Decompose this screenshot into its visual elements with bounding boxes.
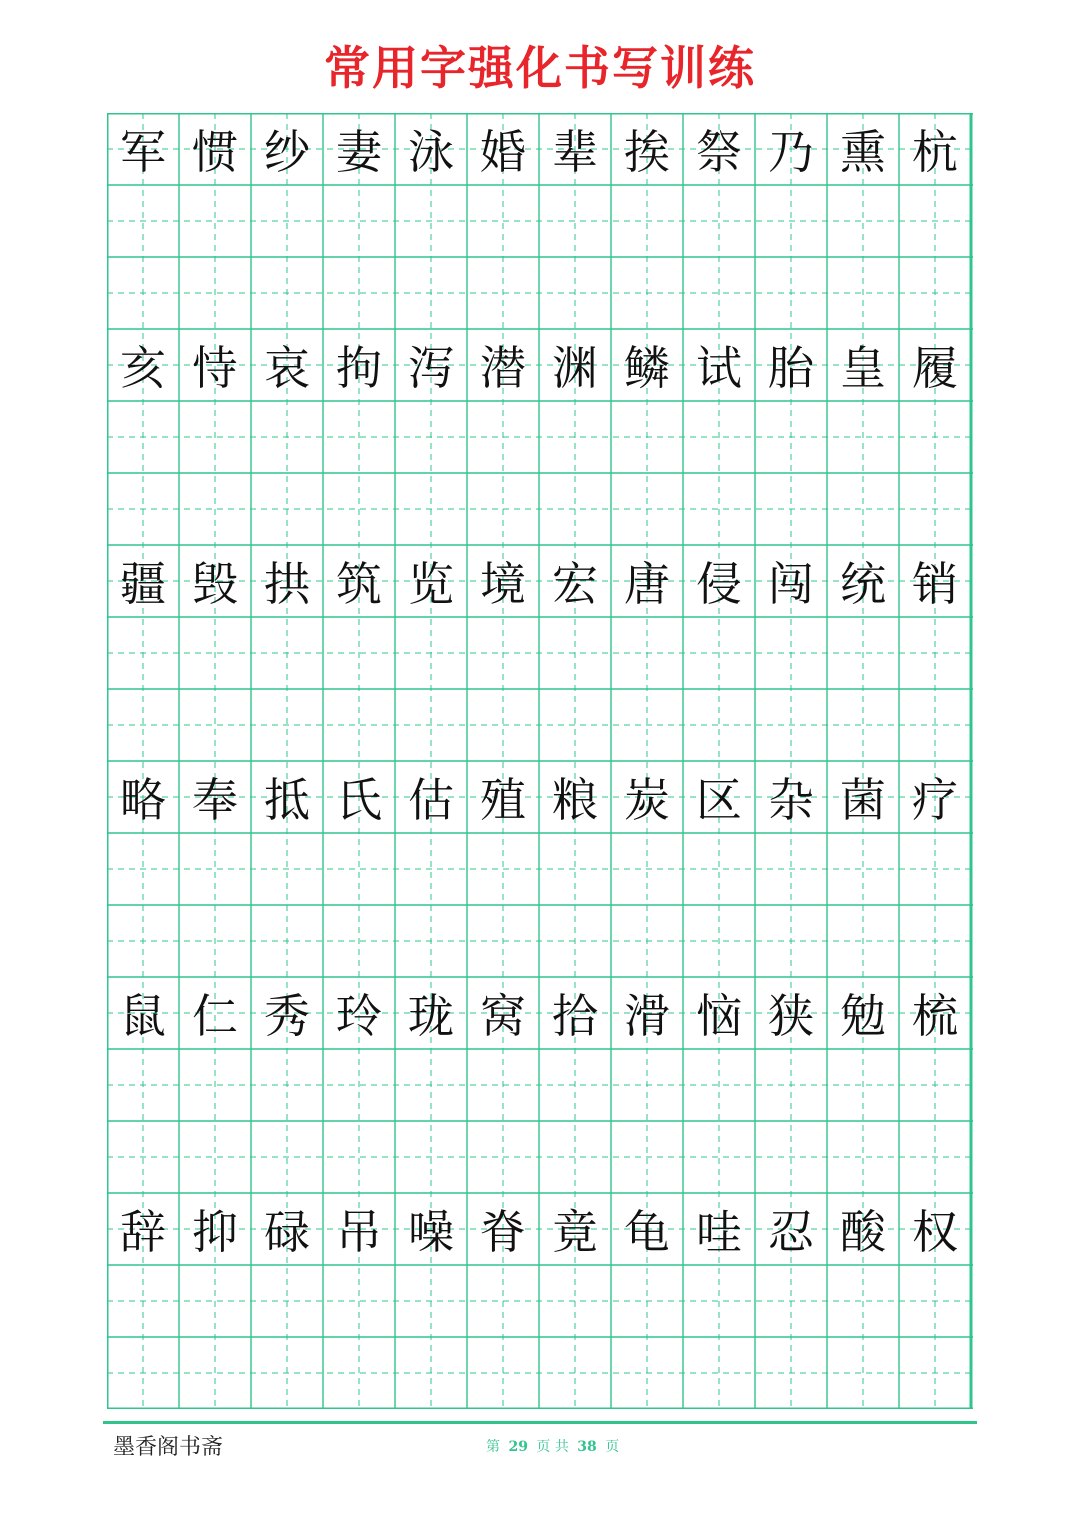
page-suffix: 页: [605, 1439, 620, 1455]
model-character: 渊: [552, 341, 598, 395]
model-character: 忍: [768, 1205, 814, 1259]
model-character: 统: [840, 557, 886, 611]
model-character: 哇: [696, 1205, 742, 1259]
model-character: 皇: [840, 341, 886, 395]
page-prefix: 第: [486, 1439, 500, 1455]
model-character: 惯: [192, 125, 238, 179]
model-character: 哀: [264, 341, 310, 395]
character-row: [107, 977, 973, 1049]
page-title: 常用字强化书写训练: [324, 41, 756, 95]
model-character: 酸: [840, 1205, 886, 1259]
model-character: 菌: [840, 773, 886, 827]
model-character: 略: [120, 773, 166, 827]
model-character: 恼: [696, 989, 742, 1043]
model-character: 恃: [192, 341, 238, 395]
model-character: 辈: [552, 125, 598, 179]
model-character: 龟: [624, 1205, 670, 1259]
model-character: 估: [408, 773, 454, 827]
character-row: [107, 329, 973, 401]
model-character: 吊: [336, 1205, 382, 1259]
model-character: 杭: [912, 125, 958, 179]
model-character: 军: [120, 125, 166, 179]
model-character: 杂: [768, 773, 814, 827]
model-character: 熏: [840, 125, 886, 179]
model-character: 脊: [480, 1205, 526, 1259]
model-character: 辞: [120, 1205, 166, 1259]
model-character: 侵: [696, 557, 742, 611]
model-character: 炭: [624, 773, 670, 827]
footer-divider: [103, 1421, 977, 1424]
character-row: [107, 545, 973, 617]
model-character: 挨: [624, 125, 670, 179]
model-character: 泻: [408, 341, 454, 395]
model-character: 拾: [552, 989, 598, 1043]
model-character: 碌: [264, 1205, 310, 1259]
model-character: 殖: [480, 773, 526, 827]
model-character: 鳞: [624, 341, 670, 395]
model-character: 窝: [480, 989, 526, 1043]
model-character: 抑: [192, 1205, 238, 1259]
page-indicator: [486, 1436, 619, 1456]
model-character: 拘: [336, 341, 382, 395]
model-character: 仁: [192, 989, 238, 1043]
practice-grid: [107, 113, 973, 1409]
model-character: 玲: [336, 989, 382, 1043]
model-character: 纱: [264, 125, 310, 179]
model-character: 试: [696, 341, 742, 395]
model-character: 秀: [264, 989, 310, 1043]
model-character: 权: [912, 1205, 958, 1259]
model-character: 疆: [120, 557, 166, 611]
model-character: 抵: [264, 773, 310, 827]
character-row: [107, 761, 973, 833]
character-row: [107, 1193, 973, 1265]
model-character: 珑: [408, 989, 454, 1043]
model-character: 粮: [552, 773, 598, 827]
model-character: 勉: [840, 989, 886, 1043]
model-character: 境: [480, 557, 526, 611]
page-total: 38: [577, 1439, 597, 1455]
model-character: 亥: [120, 341, 166, 395]
model-character: 梳: [912, 989, 958, 1043]
model-character: 销: [912, 557, 958, 611]
model-character: 氏: [336, 773, 382, 827]
page-mid: 页 共: [536, 1439, 569, 1455]
model-character: 筑: [336, 557, 382, 611]
model-character: 滑: [624, 989, 670, 1043]
page-current: 29: [508, 1439, 528, 1455]
brand-name: 墨香阁书斋: [113, 1435, 224, 1460]
model-character: 闯: [768, 557, 814, 611]
model-character: 奉: [192, 773, 238, 827]
model-character: 区: [696, 773, 742, 827]
model-character: 妻: [336, 125, 382, 179]
model-character: 乃: [768, 125, 814, 179]
model-character: 泳: [408, 125, 454, 179]
model-character: 祭: [696, 125, 742, 179]
model-character: 鼠: [120, 989, 166, 1043]
character-row: [107, 113, 973, 185]
model-character: 拱: [264, 557, 310, 611]
model-character: 唐: [624, 557, 670, 611]
model-character: 览: [408, 557, 454, 611]
model-character: 疗: [912, 773, 958, 827]
model-character: 婚: [480, 125, 526, 179]
model-character: 毁: [192, 557, 238, 611]
model-character: 狭: [768, 989, 814, 1043]
model-character: 宏: [552, 557, 598, 611]
model-character: 胎: [768, 341, 814, 395]
model-character: 履: [912, 341, 958, 395]
model-character: 竟: [552, 1205, 598, 1259]
model-character: 潜: [480, 341, 526, 395]
model-character: 噪: [408, 1205, 454, 1259]
